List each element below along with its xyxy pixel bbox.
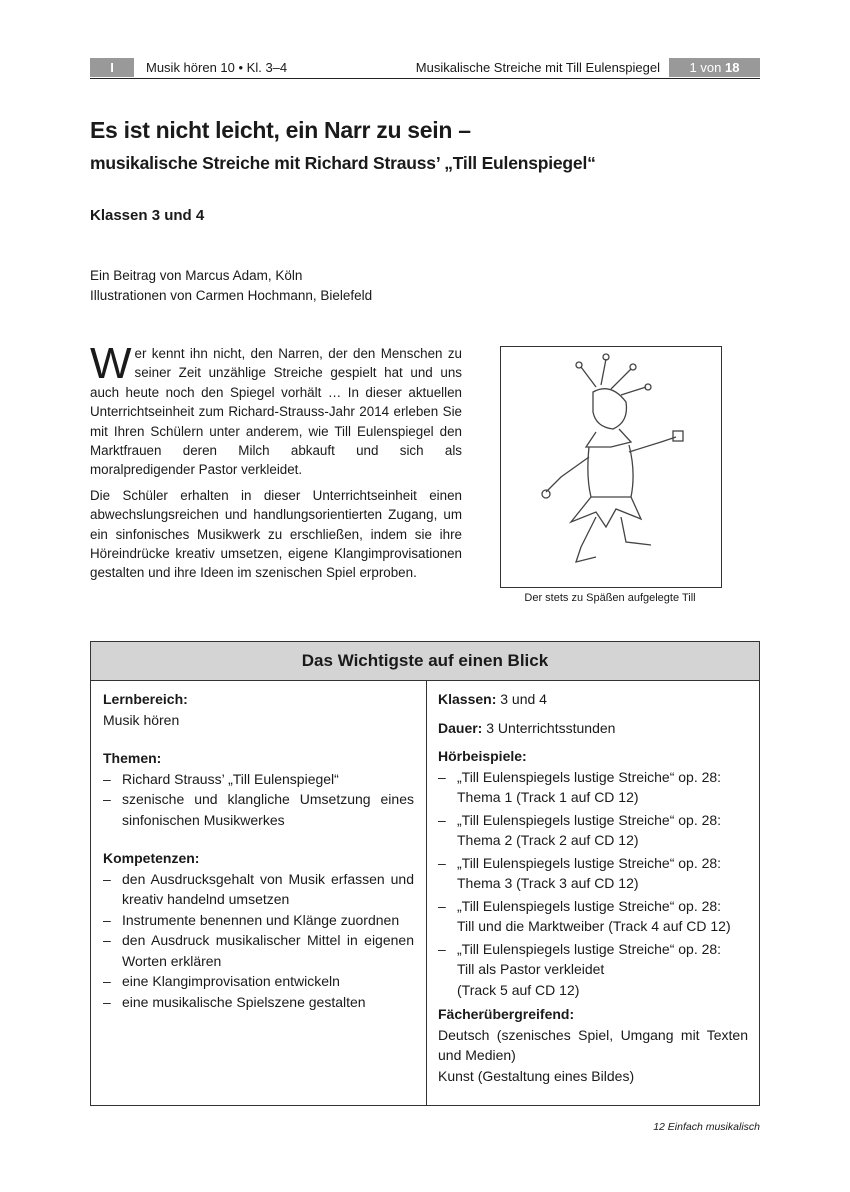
hoerbeispiel-item xyxy=(438,853,748,894)
list-item: – den Ausdruck musikalischer Mittel in eigenen Worten erklären xyxy=(103,930,414,971)
overview-box xyxy=(90,641,760,1106)
hoerbeispiel-item xyxy=(438,896,748,937)
running-header xyxy=(90,58,760,79)
list-item: – den Ausdrucksgehalt von Musik erfassen und kreativ handelnd umsetzen xyxy=(103,869,414,910)
hoerbeispiel-item xyxy=(438,810,748,851)
intro-text xyxy=(90,339,462,589)
list-item: – eine Klangimprovisation entwickeln xyxy=(103,971,414,992)
page-total: 18 xyxy=(724,60,740,75)
grades: Klassen 3 und 4 xyxy=(90,207,205,224)
intro-paragraph: er kennt ihn nicht, den Narren, der den Menschen zu seiner Zeit unzählige Streiche gespielt hat und uns auch heute noch den Spiegel vorhält … In dieser aktuellen Unterrichtseinheit zum Richard-Strauss-Jahr 2014 erleben Sie mit Ihren Schülern unter anderem, wie Till Eulenspiegel den Marktfrauen deren Milch abkauft und sich als moralpredigender Pastor verkleidet. xyxy=(90,346,462,478)
section-marker: I xyxy=(90,58,134,77)
lernbereich-label: Lernbereich: xyxy=(103,691,188,707)
hoerbeispiel-line: Thema 1 (Track 1 auf CD 12) xyxy=(457,789,639,805)
page-indicator xyxy=(669,58,760,77)
klassen-value: 3 und 4 xyxy=(500,691,547,707)
hoerbeispiele-label: Hörbeispiele: xyxy=(438,748,527,764)
page-prefix: 1 von xyxy=(689,60,722,75)
author: Ein Beitrag von Marcus Adam, Köln xyxy=(90,268,303,283)
hoerbeispiel-line: – „Till Eulenspiegels lustige Streiche“ op. 28: xyxy=(457,854,722,871)
hoerbeispiele-list xyxy=(438,767,748,1001)
page-subtitle: musikalische Streiche mit Richard Strauss’ „Till Eulenspiegel“ xyxy=(90,153,596,173)
hoerbeispiel-line: (Track 5 auf CD 12) xyxy=(457,981,580,998)
list-item: – Richard Strauss’ „Till Eulenspiegel“ xyxy=(103,769,414,790)
faecher-item: Kunst (Gestaltung eines Bildes) xyxy=(438,1067,635,1084)
dauer-label: Dauer: xyxy=(438,719,483,736)
hoerbeispiel-item xyxy=(438,767,748,808)
list-item: – Instrumente benennen und Klänge zuordnen xyxy=(103,910,414,931)
overview-right-column xyxy=(426,681,760,1105)
illustrator: Illustrationen von Carmen Hochmann, Bielefeld xyxy=(90,288,373,303)
hoerbeispiel-line: – „Till Eulenspiegels lustige Streiche“ op. 28: xyxy=(457,897,722,914)
dauer-value: 3 Unterrichtsstunden xyxy=(486,719,616,736)
jester-illustration xyxy=(500,346,722,588)
illustration-caption: Der stets zu Späßen aufgelegte Till xyxy=(524,592,696,604)
footer-note: 12 Einfach musikalisch xyxy=(653,1121,760,1133)
overview-title: Das Wichtigste auf einen Blick xyxy=(91,642,759,681)
hoerbeispiel-line: Thema 3 (Track 3 auf CD 12) xyxy=(457,875,639,891)
hoerbeispiel-line: – „Till Eulenspiegels lustige Streiche“ op. 28: xyxy=(457,768,722,785)
faecher-item: Deutsch (szenisches Spiel, Umgang mit Texten und Medien) xyxy=(438,1026,748,1063)
faecher-label: Fächerübergreifend: xyxy=(438,1006,575,1022)
list-item: – eine musikalische Spielszene gestalten xyxy=(103,992,414,1013)
intro-paragraph: Die Schüler erhalten in dieser Unterrichtseinheit einen abwechslungsreichen und handlungsorientierten Zugang, um ein sinfonisches Musikwerk zu erschließen, indem sie ihre Höreindrücke kreativ umsetzen, eigene Klangimprovisationen gestalten und ihre Ideen im szenischen Spiel erproben. xyxy=(90,487,462,581)
overview-left-column xyxy=(91,681,427,1105)
unit-title: Musikalische Streiche mit Till Eulenspiegel xyxy=(415,60,660,75)
hoerbeispiel-item xyxy=(438,939,748,1001)
hoerbeispiel-line: Thema 2 (Track 2 auf CD 12) xyxy=(457,832,639,848)
series-label: Musik hören 10 • Kl. 3–4 xyxy=(146,60,288,75)
page-title: Es ist nicht leicht, ein Narr zu sein – xyxy=(90,117,471,143)
list-item: – szenische und klangliche Umsetzung eines sinfonischen Musikwerkes xyxy=(103,789,414,830)
drop-cap: W xyxy=(90,339,132,388)
hoerbeispiel-line: – „Till Eulenspiegels lustige Streiche“ op. 28: xyxy=(457,811,722,828)
hoerbeispiel-line: – „Till Eulenspiegels lustige Streiche“ op. 28: xyxy=(457,940,722,957)
byline xyxy=(90,266,372,306)
themen-label: Themen: xyxy=(103,750,162,766)
hoerbeispiel-line: Till und die Marktweiber (Track 4 auf CD 12) xyxy=(457,918,731,934)
klassen-label: Klassen: xyxy=(438,691,497,707)
kompetenzen-label: Kompetenzen: xyxy=(103,850,200,866)
lernbereich-value: Musik hören xyxy=(103,711,180,728)
hoerbeispiel-line: Till als Pastor verkleidet xyxy=(457,961,605,977)
